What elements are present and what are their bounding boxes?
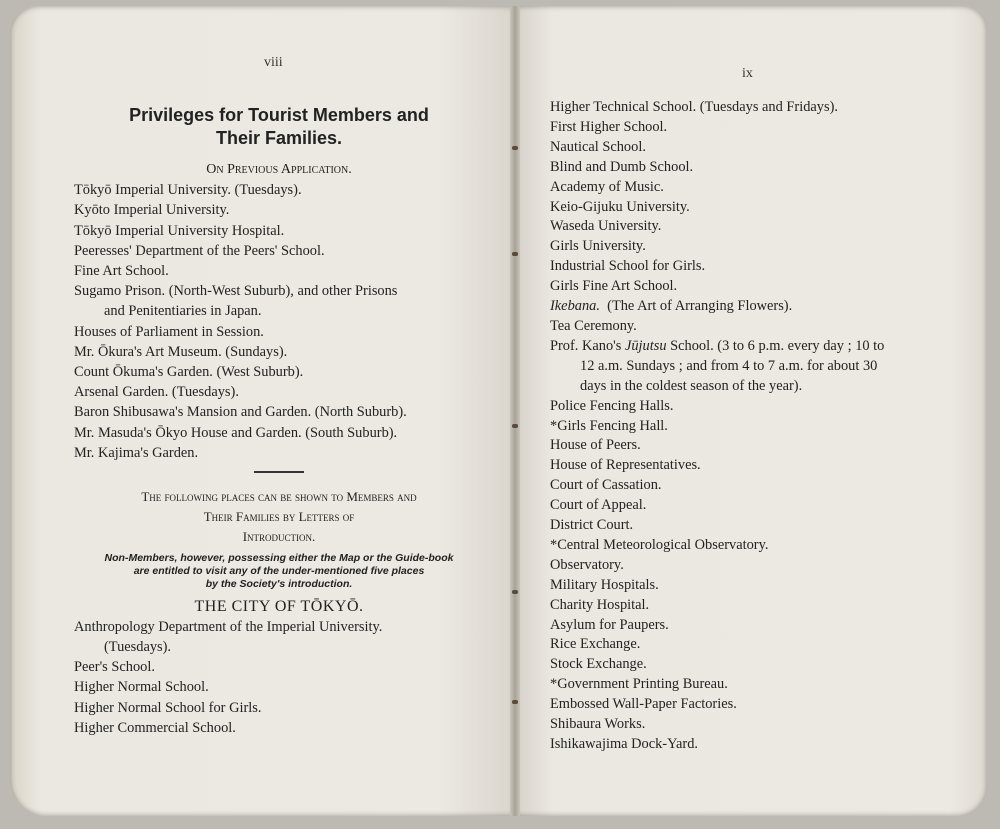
list-item <box>550 297 950 317</box>
list-item: Higher Normal School for Girls. <box>74 699 262 716</box>
list-item: Rice Exchange. <box>550 636 641 653</box>
note-line3: by the Society's introduction. <box>205 577 353 590</box>
list-item: Higher Commercial School. <box>74 719 236 736</box>
list-item: Mr. Kajima's Garden. <box>74 444 199 461</box>
list-item: Fine Art School. <box>74 263 169 280</box>
binding-stitch <box>512 146 518 150</box>
page-number-right: ix <box>742 66 753 81</box>
binding-stitch <box>512 700 518 704</box>
list-item: *Girls Fencing Hall. <box>550 417 668 434</box>
list-item: Girls University. <box>550 238 646 255</box>
binding-stitch <box>512 424 518 428</box>
list-item: Nautical School. <box>550 138 646 155</box>
page-number-left: viii <box>264 55 283 70</box>
list-item: Ishikawajima Dock-Yard. <box>550 736 699 752</box>
list-item: Peeresses' Department of the Peers' School. <box>74 242 325 259</box>
list-item: *Central Meteorological Observatory. <box>550 536 769 553</box>
left-page-text <box>74 104 484 738</box>
list-item: Anthropology Department of the Imperial University. <box>74 618 383 635</box>
list-item: Girls Fine Art School. <box>550 278 678 295</box>
list-item: (Tuesdays). <box>104 639 172 656</box>
page-title-line1: Privileges for Tourist Members and <box>129 105 429 125</box>
list-item: Military Hospitals. <box>550 576 659 593</box>
ikebana-desc: (The Art of Arranging Flowers). <box>607 298 793 315</box>
list-item: Observatory. <box>550 556 624 573</box>
list-item: Charity Hospital. <box>550 596 650 613</box>
jujutsu-term: Jūjutsu <box>624 337 667 354</box>
list-item: Higher Technical School. (Tuesdays and Fridays). <box>550 99 838 115</box>
list-item: Kyōto Imperial University. <box>74 202 230 219</box>
note-line2: are entitled to visit any of the under-mentioned five places <box>133 564 425 577</box>
binding-stitch <box>512 252 518 256</box>
list-item: Court of Appeal. <box>550 497 647 514</box>
list-item: Mr. Ōkura's Art Museum. (Sundays). <box>74 343 288 360</box>
section2-heading-line3: Introduction. <box>242 529 316 545</box>
list-item: Count Ōkuma's Garden. (West Suburb). <box>74 364 304 381</box>
kano-suffix: School. (3 to 6 p.m. every day ; 10 to <box>670 337 885 354</box>
list-item: Sugamo Prison. (North-West Suburb), and other Prisons <box>74 283 398 300</box>
book-gutter <box>510 6 520 816</box>
list-item <box>550 337 950 357</box>
list-item: days in the coldest season of the year). <box>580 377 803 394</box>
city-heading: THE CITY OF TŌKYŌ. <box>194 597 364 615</box>
list-item: Blind and Dumb School. <box>550 158 694 175</box>
list-item: Peer's School. <box>74 659 155 676</box>
list-item: Baron Shibusawa's Mansion and Garden. (North Suburb). <box>74 404 407 421</box>
section2-heading-line2: Their Families by Letters of <box>203 509 355 525</box>
list-item: Arsenal Garden. (Tuesdays). <box>74 384 239 401</box>
list-item: Tōkyō Imperial University. (Tuesdays). <box>74 182 302 199</box>
list-item: Stock Exchange. <box>550 656 647 673</box>
list-item: Mr. Masuda's Ōkyo House and Garden. (South Suburb). <box>74 424 398 441</box>
list-item: *Government Printing Bureau. <box>550 676 728 693</box>
list-item: Police Fencing Halls. <box>550 397 674 414</box>
list-item: House of Peers. <box>550 437 641 454</box>
list-item: Industrial School for Girls. <box>550 258 706 275</box>
ikebana-term: Ikebana. <box>550 298 600 315</box>
list-item: Court of Cassation. <box>550 477 662 494</box>
list-item: Houses of Parliament in Session. <box>74 323 264 340</box>
list-item: Tōkyō Imperial University Hospital. <box>74 222 285 239</box>
list-item: Shibaura Works. <box>550 716 646 733</box>
right-page-text <box>550 98 950 755</box>
list-item: Embossed Wall-Paper Factories. <box>550 696 737 713</box>
list-item: Tea Ceremony. <box>550 317 637 334</box>
binding-stitch <box>512 590 518 594</box>
list-item: Waseda University. <box>550 218 662 235</box>
list-item: and Penitentiaries in Japan. <box>104 303 262 320</box>
list-item: 12 a.m. Sundays ; and from 4 to 7 a.m. for about 30 <box>580 357 878 374</box>
section2-heading-line1: The following places can be shown to Members and <box>141 489 417 505</box>
list-item: First Higher School. <box>550 118 668 135</box>
page-title-line2: Their Families. <box>215 128 343 148</box>
open-book <box>10 6 990 821</box>
section-divider <box>254 471 304 473</box>
list-item: Academy of Music. <box>550 178 664 195</box>
list-item: Asylum for Paupers. <box>550 616 669 633</box>
list-item: District Court. <box>550 517 634 534</box>
subheading: On Previous Application. <box>206 162 352 177</box>
list-item: House of Representatives. <box>550 457 701 474</box>
list-item: Keio-Gijuku University. <box>550 198 690 215</box>
kano-prefix: Prof. Kano's <box>550 337 622 354</box>
list-item: Higher Normal School. <box>74 679 209 696</box>
note-line1: Non-Members, however, possessing either the Map or the Guide-book <box>104 551 454 564</box>
